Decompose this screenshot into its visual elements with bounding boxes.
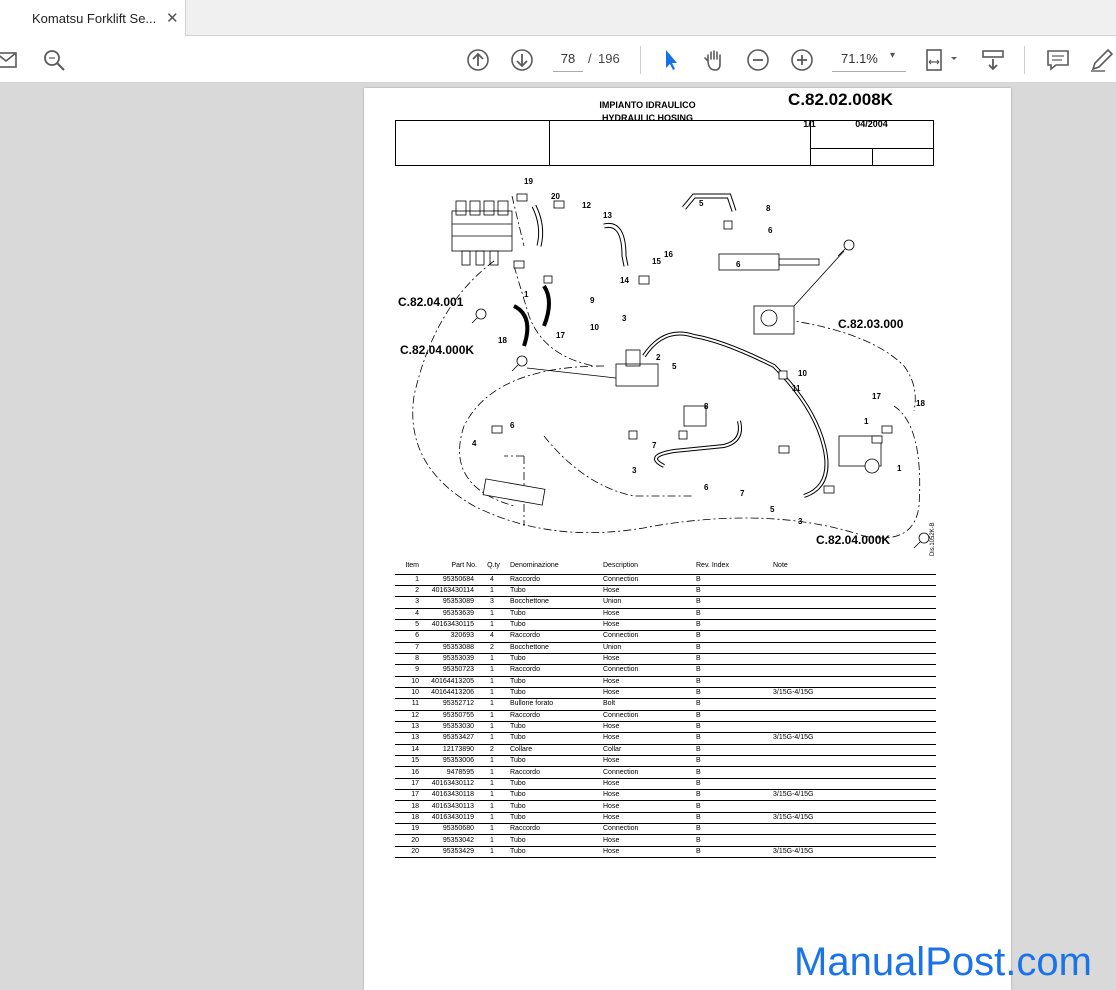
cell-denominazione: Tubo bbox=[507, 801, 600, 812]
cell-description: Hose bbox=[600, 585, 693, 596]
cell-part-no: 40164413206 bbox=[425, 687, 477, 698]
cell-rev-index: B bbox=[693, 574, 770, 585]
cell-part-no: 40163430114 bbox=[425, 585, 477, 596]
parts-table bbox=[395, 558, 936, 858]
hydraulic-diagram bbox=[394, 166, 939, 556]
col-description: Description bbox=[600, 558, 693, 574]
table-row bbox=[395, 665, 936, 676]
cell-denominazione: Tubo bbox=[507, 721, 600, 732]
svg-text:14: 14 bbox=[620, 276, 629, 285]
cell-item: 11 bbox=[395, 699, 425, 710]
toolbar-divider bbox=[1024, 46, 1025, 74]
table-row bbox=[395, 631, 936, 642]
cell-rev-index: B bbox=[693, 642, 770, 653]
page-number-input[interactable] bbox=[553, 46, 583, 72]
cell-qty: 1 bbox=[477, 767, 507, 778]
cell-item: 18 bbox=[395, 801, 425, 812]
cell-part-no: 95353030 bbox=[425, 721, 477, 732]
cell-qty: 1 bbox=[477, 687, 507, 698]
cell-description: Hose bbox=[600, 778, 693, 789]
table-row bbox=[395, 653, 936, 664]
table-row bbox=[395, 835, 936, 846]
cell-part-no: 40163430118 bbox=[425, 790, 477, 801]
close-tab-icon[interactable]: ✕ bbox=[166, 10, 179, 27]
document-page bbox=[364, 88, 1011, 990]
page-total: 196 bbox=[598, 51, 620, 66]
svg-text:2: 2 bbox=[656, 353, 661, 362]
table-row bbox=[395, 801, 936, 812]
cell-rev-index: B bbox=[693, 767, 770, 778]
divider bbox=[549, 121, 550, 165]
cell-note bbox=[770, 619, 936, 630]
cell-rev-index: B bbox=[693, 733, 770, 744]
cell-note bbox=[770, 585, 936, 596]
parts-table-body bbox=[395, 574, 936, 858]
cell-item: 3 bbox=[395, 597, 425, 608]
table-row bbox=[395, 574, 936, 585]
cell-denominazione: Tubo bbox=[507, 790, 600, 801]
page-fit-icon[interactable] bbox=[924, 47, 960, 73]
cell-note: 3/15G-4/15G bbox=[770, 687, 936, 698]
cell-part-no: 95353427 bbox=[425, 733, 477, 744]
cell-item: 19 bbox=[395, 824, 425, 835]
cell-qty: 3 bbox=[477, 597, 507, 608]
cell-denominazione: Raccordo bbox=[507, 574, 600, 585]
cell-qty: 1 bbox=[477, 619, 507, 630]
toolbar-divider bbox=[640, 46, 641, 74]
cell-rev-index: B bbox=[693, 801, 770, 812]
cell-denominazione: Tubo bbox=[507, 756, 600, 767]
svg-text:17: 17 bbox=[556, 331, 565, 340]
scroll-mode-icon[interactable] bbox=[980, 47, 1006, 73]
table-row bbox=[395, 710, 936, 721]
cell-note bbox=[770, 642, 936, 653]
divider bbox=[872, 148, 873, 165]
cell-rev-index: B bbox=[693, 835, 770, 846]
cell-note bbox=[770, 597, 936, 608]
document-code: C.82.02.008K bbox=[788, 90, 893, 109]
cell-part-no: 40164413205 bbox=[425, 676, 477, 687]
cell-qty: 1 bbox=[477, 778, 507, 789]
table-row bbox=[395, 585, 936, 596]
page-separator: / bbox=[588, 51, 592, 66]
cell-denominazione: Raccordo bbox=[507, 824, 600, 835]
cell-item: 2 bbox=[395, 585, 425, 596]
table-row bbox=[395, 824, 936, 835]
svg-text:13: 13 bbox=[603, 211, 612, 220]
draw-pen-icon[interactable] bbox=[1089, 47, 1115, 73]
cell-note bbox=[770, 574, 936, 585]
col-item: Item bbox=[395, 558, 425, 574]
cell-part-no: 40163430119 bbox=[425, 812, 477, 823]
cell-part-no: 95353039 bbox=[425, 653, 477, 664]
cell-denominazione: Tubo bbox=[507, 653, 600, 664]
svg-text:4: 4 bbox=[472, 439, 477, 448]
cell-qty: 2 bbox=[477, 744, 507, 755]
cell-description: Hose bbox=[600, 801, 693, 812]
svg-text:7: 7 bbox=[652, 441, 657, 450]
cell-rev-index: B bbox=[693, 846, 770, 857]
cell-rev-index: B bbox=[693, 619, 770, 630]
svg-text:6: 6 bbox=[704, 483, 709, 492]
table-header-row bbox=[395, 558, 936, 574]
svg-text:3: 3 bbox=[632, 466, 637, 475]
cell-qty: 1 bbox=[477, 721, 507, 732]
cell-qty: 1 bbox=[477, 585, 507, 596]
cell-item: 16 bbox=[395, 767, 425, 778]
cell-item: 6 bbox=[395, 631, 425, 642]
cell-item: 14 bbox=[395, 744, 425, 755]
cell-qty: 1 bbox=[477, 665, 507, 676]
zoom-out-icon[interactable] bbox=[745, 47, 771, 73]
table-row bbox=[395, 619, 936, 630]
svg-text:19: 19 bbox=[524, 177, 533, 186]
cell-rev-index: B bbox=[693, 744, 770, 755]
svg-text:20: 20 bbox=[551, 192, 560, 201]
cell-part-no: 95353006 bbox=[425, 756, 477, 767]
next-page-icon[interactable] bbox=[509, 47, 535, 73]
cell-rev-index: B bbox=[693, 687, 770, 698]
cell-part-no: 95350680 bbox=[425, 824, 477, 835]
cell-note bbox=[770, 699, 936, 710]
cell-note bbox=[770, 744, 936, 755]
table-row bbox=[395, 744, 936, 755]
cell-part-no: 95350723 bbox=[425, 665, 477, 676]
col-note: Note bbox=[770, 558, 936, 574]
cell-rev-index: B bbox=[693, 721, 770, 732]
cell-rev-index: B bbox=[693, 812, 770, 823]
tab-bar bbox=[0, 0, 1116, 36]
cell-description: Connection bbox=[600, 824, 693, 835]
cell-note bbox=[770, 835, 936, 846]
select-tool-icon[interactable] bbox=[658, 47, 684, 73]
table-row bbox=[395, 608, 936, 619]
cell-item: 1 bbox=[395, 574, 425, 585]
title-english: HYDRAULIC HOSING bbox=[601, 113, 693, 123]
table-row bbox=[395, 699, 936, 710]
table-row bbox=[395, 778, 936, 789]
cell-description: Bolt bbox=[600, 699, 693, 710]
svg-text:8: 8 bbox=[766, 204, 771, 213]
cell-part-no: 95350684 bbox=[425, 574, 477, 585]
cell-rev-index: B bbox=[693, 710, 770, 721]
table-row bbox=[395, 721, 936, 732]
cell-denominazione: Tubo bbox=[507, 687, 600, 698]
ref-c-82-03-000: C.82.03.000 bbox=[838, 317, 904, 331]
cell-item: 12 bbox=[395, 710, 425, 721]
zoom-in-icon[interactable] bbox=[789, 47, 815, 73]
svg-text:1: 1 bbox=[864, 417, 869, 426]
table-row bbox=[395, 597, 936, 608]
cell-description: Hose bbox=[600, 733, 693, 744]
cell-denominazione: Raccordo bbox=[507, 767, 600, 778]
document-date: 04/2004 bbox=[855, 119, 888, 129]
col-rev-index: Rev. Index bbox=[693, 558, 770, 574]
cell-qty: 1 bbox=[477, 824, 507, 835]
cell-denominazione: Tubo bbox=[507, 733, 600, 744]
cell-part-no: 95353088 bbox=[425, 642, 477, 653]
col-denominazione: Denominazione bbox=[507, 558, 600, 574]
cell-part-no: 40163430113 bbox=[425, 801, 477, 812]
table-row bbox=[395, 790, 936, 801]
cell-rev-index: B bbox=[693, 824, 770, 835]
cell-denominazione: Tubo bbox=[507, 608, 600, 619]
cell-item: 20 bbox=[395, 846, 425, 857]
cell-rev-index: B bbox=[693, 608, 770, 619]
email-icon[interactable] bbox=[0, 47, 20, 73]
table-row bbox=[395, 733, 936, 744]
cell-denominazione: Tubo bbox=[507, 846, 600, 857]
cell-description: Hose bbox=[600, 676, 693, 687]
chevron-down-icon: ▾ bbox=[890, 50, 896, 61]
zoom-select[interactable] bbox=[832, 46, 906, 72]
cell-note bbox=[770, 608, 936, 619]
cell-description: Hose bbox=[600, 608, 693, 619]
cell-part-no: 95353429 bbox=[425, 846, 477, 857]
svg-text:6: 6 bbox=[736, 260, 741, 269]
svg-text:3: 3 bbox=[798, 517, 803, 526]
cell-description: Hose bbox=[600, 687, 693, 698]
svg-text:3: 3 bbox=[622, 314, 627, 323]
cell-qty: 4 bbox=[477, 574, 507, 585]
cell-note bbox=[770, 653, 936, 664]
cell-note: 3/15G-4/15G bbox=[770, 846, 936, 857]
cell-part-no: 95350755 bbox=[425, 710, 477, 721]
cell-rev-index: B bbox=[693, 653, 770, 664]
title-italian: IMPIANTO IDRAULICO bbox=[599, 100, 696, 110]
cell-item: 5 bbox=[395, 619, 425, 630]
cell-description: Hose bbox=[600, 756, 693, 767]
svg-text:7: 7 bbox=[740, 489, 745, 498]
cell-qty: 1 bbox=[477, 812, 507, 823]
cell-rev-index: B bbox=[693, 699, 770, 710]
cell-rev-index: B bbox=[693, 778, 770, 789]
svg-text:18: 18 bbox=[498, 336, 507, 345]
cell-rev-index: B bbox=[693, 631, 770, 642]
svg-text:1: 1 bbox=[524, 290, 529, 299]
cell-description: Hose bbox=[600, 619, 693, 630]
cell-denominazione: Raccordo bbox=[507, 665, 600, 676]
cell-denominazione: Bocchettone bbox=[507, 642, 600, 653]
cell-item: 18 bbox=[395, 812, 425, 823]
table-row bbox=[395, 687, 936, 698]
cell-description: Hose bbox=[600, 721, 693, 732]
cell-denominazione: Raccordo bbox=[507, 631, 600, 642]
cell-denominazione: Tubo bbox=[507, 676, 600, 687]
cell-qty: 2 bbox=[477, 642, 507, 653]
cell-description: Hose bbox=[600, 846, 693, 857]
cell-denominazione: Tubo bbox=[507, 585, 600, 596]
svg-text:18: 18 bbox=[916, 399, 925, 408]
cell-description: Union bbox=[600, 642, 693, 653]
cell-item: 7 bbox=[395, 642, 425, 653]
cell-qty: 1 bbox=[477, 699, 507, 710]
cell-qty: 1 bbox=[477, 733, 507, 744]
cell-description: Connection bbox=[600, 665, 693, 676]
cell-qty: 1 bbox=[477, 790, 507, 801]
cell-rev-index: B bbox=[693, 597, 770, 608]
cell-denominazione: Tubo bbox=[507, 778, 600, 789]
comment-icon[interactable] bbox=[1045, 47, 1071, 73]
cell-note bbox=[770, 756, 936, 767]
cell-rev-index: B bbox=[693, 585, 770, 596]
cell-item: 17 bbox=[395, 778, 425, 789]
cell-denominazione: Collare bbox=[507, 744, 600, 755]
cell-description: Union bbox=[600, 597, 693, 608]
cell-item: 10 bbox=[395, 687, 425, 698]
cell-part-no: 9478595 bbox=[425, 767, 477, 778]
previous-page-icon[interactable] bbox=[465, 47, 491, 73]
cell-part-no: 40163430112 bbox=[425, 778, 477, 789]
cell-item: 20 bbox=[395, 835, 425, 846]
cell-description: Hose bbox=[600, 835, 693, 846]
cell-qty: 1 bbox=[477, 608, 507, 619]
svg-text:10: 10 bbox=[590, 323, 599, 332]
cell-denominazione: Tubo bbox=[507, 812, 600, 823]
ref-c-82-04-000k: C.82.04.000K bbox=[400, 343, 475, 357]
ref-c-82-04-000k: C.82.04.000K bbox=[816, 533, 891, 547]
cell-description: Collar bbox=[600, 744, 693, 755]
table-row bbox=[395, 676, 936, 687]
cell-description: Hose bbox=[600, 812, 693, 823]
cell-part-no: 95353042 bbox=[425, 835, 477, 846]
cell-denominazione: Tubo bbox=[507, 619, 600, 630]
tab-title: Komatsu Forklift Se... bbox=[32, 11, 157, 26]
cell-note bbox=[770, 710, 936, 721]
table-row bbox=[395, 846, 936, 857]
cell-description: Connection bbox=[600, 710, 693, 721]
cell-part-no: 95353639 bbox=[425, 608, 477, 619]
cell-denominazione: Bocchettone bbox=[507, 597, 600, 608]
toolbar bbox=[0, 36, 1116, 83]
svg-text:11: 11 bbox=[792, 384, 801, 393]
search-icon[interactable] bbox=[41, 47, 67, 73]
cell-qty: 1 bbox=[477, 710, 507, 721]
cell-item: 17 bbox=[395, 790, 425, 801]
cell-qty: 1 bbox=[477, 756, 507, 767]
cell-description: Hose bbox=[600, 653, 693, 664]
cell-rev-index: B bbox=[693, 676, 770, 687]
cell-item: 4 bbox=[395, 608, 425, 619]
svg-text:16: 16 bbox=[664, 250, 673, 259]
svg-text:5: 5 bbox=[672, 362, 677, 371]
col-qty: Q.ty bbox=[477, 558, 507, 574]
svg-text:9: 9 bbox=[590, 296, 595, 305]
cell-item: 13 bbox=[395, 721, 425, 732]
cell-part-no: 95352712 bbox=[425, 699, 477, 710]
cell-note: 3/15G-4/15G bbox=[770, 733, 936, 744]
svg-text:10: 10 bbox=[798, 369, 807, 378]
cell-qty: 1 bbox=[477, 801, 507, 812]
cell-qty: 4 bbox=[477, 631, 507, 642]
table-row bbox=[395, 812, 936, 823]
cell-note bbox=[770, 721, 936, 732]
cell-qty: 1 bbox=[477, 846, 507, 857]
cell-item: 8 bbox=[395, 653, 425, 664]
svg-text:17: 17 bbox=[872, 392, 881, 401]
hand-tool-icon[interactable] bbox=[701, 47, 727, 73]
cell-part-no: 12173890 bbox=[425, 744, 477, 755]
svg-text:6: 6 bbox=[768, 226, 773, 235]
drawing-id: Dis.1052K-B bbox=[930, 522, 936, 556]
zoom-value: 71.1% bbox=[841, 51, 878, 66]
cell-rev-index: B bbox=[693, 756, 770, 767]
cell-item: 10 bbox=[395, 676, 425, 687]
cell-description: Hose bbox=[600, 790, 693, 801]
svg-text:15: 15 bbox=[652, 257, 661, 266]
cell-note bbox=[770, 665, 936, 676]
document-tab[interactable] bbox=[0, 0, 186, 37]
table-row bbox=[395, 756, 936, 767]
table-row bbox=[395, 642, 936, 653]
col-part-no: Part No. bbox=[425, 558, 477, 574]
cell-description: Connection bbox=[600, 631, 693, 642]
cell-note bbox=[770, 801, 936, 812]
cell-qty: 1 bbox=[477, 653, 507, 664]
cell-note bbox=[770, 824, 936, 835]
sheet-number: 1/1 bbox=[803, 119, 816, 129]
svg-text:6: 6 bbox=[510, 421, 515, 430]
cell-qty: 1 bbox=[477, 676, 507, 687]
svg-text:5: 5 bbox=[699, 199, 704, 208]
cell-description: Connection bbox=[600, 574, 693, 585]
cell-note bbox=[770, 631, 936, 642]
svg-text:12: 12 bbox=[582, 201, 591, 210]
cell-qty: 1 bbox=[477, 835, 507, 846]
cell-note bbox=[770, 676, 936, 687]
cell-denominazione: Raccordo bbox=[507, 710, 600, 721]
cell-part-no: 95353089 bbox=[425, 597, 477, 608]
cell-note bbox=[770, 778, 936, 789]
cell-rev-index: B bbox=[693, 790, 770, 801]
cell-denominazione: Bullone forato bbox=[507, 699, 600, 710]
svg-text:8: 8 bbox=[704, 402, 709, 411]
control-valve-block bbox=[452, 201, 512, 265]
cell-item: 9 bbox=[395, 665, 425, 676]
watermark: ManualPost.com bbox=[794, 940, 1092, 984]
table-row bbox=[395, 767, 936, 778]
ref-c-82-04-001: C.82.04.001 bbox=[398, 295, 464, 309]
svg-text:5: 5 bbox=[770, 505, 775, 514]
cell-note: 3/15G-4/15G bbox=[770, 790, 936, 801]
cell-note bbox=[770, 767, 936, 778]
svg-text:1: 1 bbox=[897, 464, 902, 473]
cell-rev-index: B bbox=[693, 665, 770, 676]
cell-part-no: 40163430115 bbox=[425, 619, 477, 630]
cell-item: 13 bbox=[395, 733, 425, 744]
cell-note: 3/15G-4/15G bbox=[770, 812, 936, 823]
cell-denominazione: Tubo bbox=[507, 835, 600, 846]
cell-part-no: 320693 bbox=[425, 631, 477, 642]
cell-description: Connection bbox=[600, 767, 693, 778]
cell-item: 15 bbox=[395, 756, 425, 767]
